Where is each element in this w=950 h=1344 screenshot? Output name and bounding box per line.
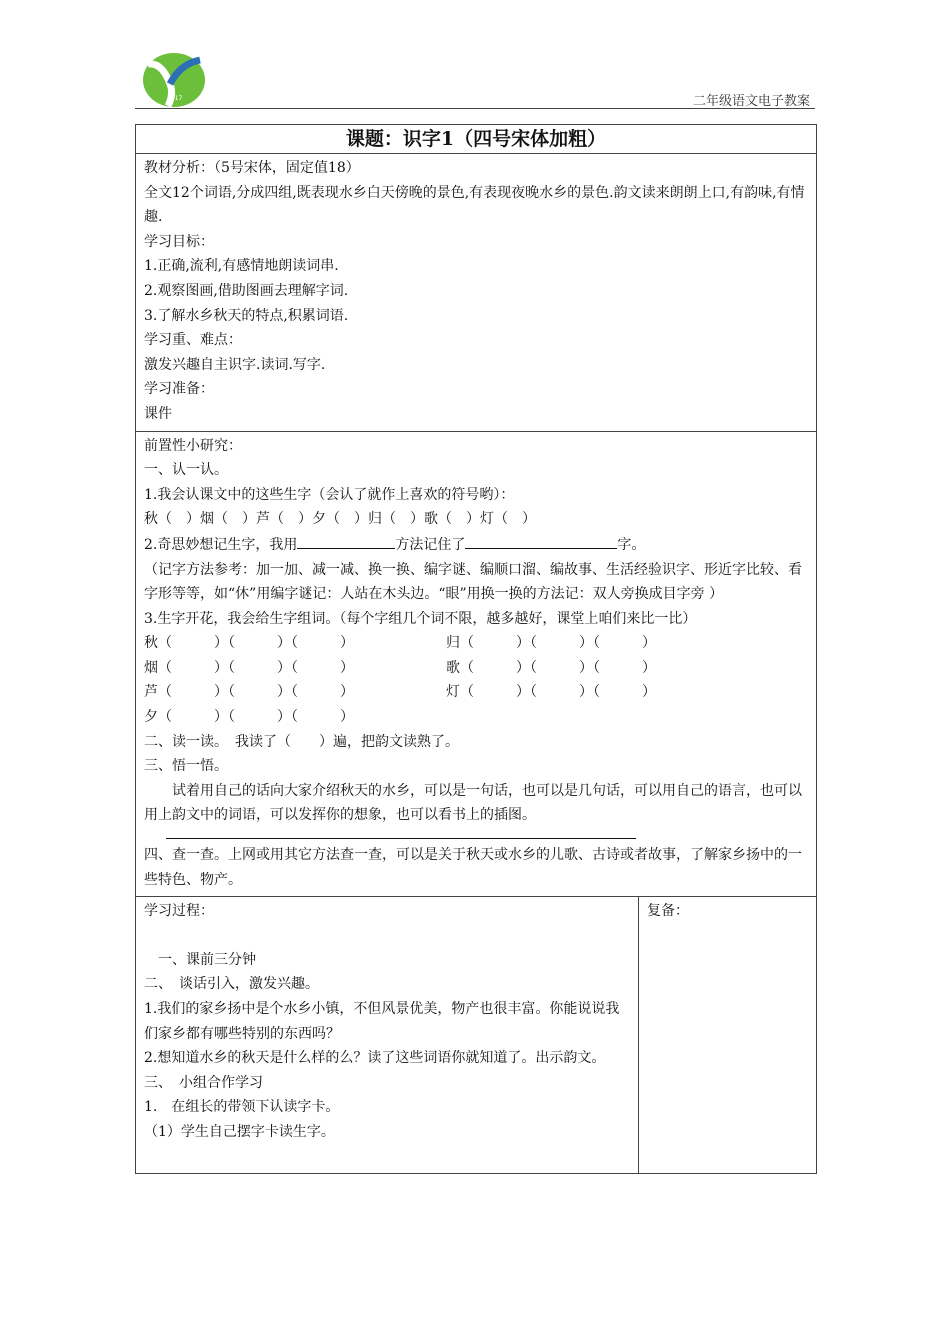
section-research: 四、查一查。上网或用其它方法查一查，可以是关于秋天或水乡的儿歌、古诗或者故事，了解家乡扬中的一些特色、物产。 <box>144 847 802 888</box>
word-row <box>144 656 808 681</box>
focus-heading: 学习重、难点： <box>144 332 242 349</box>
process-step: 1.我们的家乡扬中是个水乡小镇，不但风景优美，物产也很丰富。你能说说我们家乡都有哪些特别的东西吗？ <box>144 1001 620 1042</box>
header-divider <box>135 108 815 109</box>
question-1: 1.我会认课文中的这些生字（会认了就作上喜欢的符号哟）： <box>144 486 515 503</box>
lesson-info-cell <box>136 154 817 432</box>
answer-line[interactable] <box>166 838 636 839</box>
process-step: 三、 小组合作学习 <box>144 1074 263 1091</box>
word-row <box>144 680 808 705</box>
lesson-plan-table <box>135 124 817 1174</box>
lesson-title: 课题：识字1（四号宋体加粗） <box>136 125 817 154</box>
word-group-left: 夕（ ）（ ）（ ） <box>144 709 354 726</box>
prep-heading: 学习准备： <box>144 381 214 398</box>
section-recognize-title: 一、认一认。 <box>144 462 228 479</box>
word-group-left: 秋（ ）（ ）（ ） <box>144 635 354 652</box>
goals-heading: 学习目标： <box>144 233 214 250</box>
question-2-part-c: 字。 <box>617 536 646 553</box>
word-group-right: 灯（ ）（ ）（ ） <box>446 684 656 701</box>
process-step: 一、课前三分钟 <box>158 951 256 968</box>
process-cell <box>136 897 639 1174</box>
char-list: 秋（ ）烟（ ）芦（ ）夕（ ）归（ ）歌（ ）灯（ ） <box>144 511 536 528</box>
process-step: 2.想知道水乡的秋天是什么样的么？读了这些词语你就知道了。出示韵文。 <box>144 1050 606 1067</box>
process-step: （1）学生自己摆字卡读生字。 <box>144 1123 335 1140</box>
prep-text: 课件 <box>144 405 172 422</box>
memory-tip: （记字方法参考：加一加、减一减、换一换、编字谜、编顺口溜、编故事、生活经验识字、形近字比较、看字形等等，如“休”用编字谜记：人站在木头边。“眼”用换一换的方法记：双人旁换成目字旁 ） <box>144 561 802 603</box>
analysis-heading: 教材分析：（5号宋体，固定值18） <box>144 160 360 176</box>
section-understand-title: 三、悟一悟。 <box>144 758 228 775</box>
question-2-part-b: 方法记住了 <box>395 536 466 553</box>
method-blank[interactable] <box>297 532 395 549</box>
process-step: 1. 在组长的带领下认读字卡。 <box>144 1099 340 1116</box>
preview-heading: 前置性小研究： <box>144 437 242 454</box>
question-2 <box>144 532 808 558</box>
review-cell <box>639 897 817 1174</box>
review-heading: 复备： <box>647 903 689 920</box>
section-read: 二、读一读。 我读了（ ）遍，把韵文读熟了。 <box>144 733 459 750</box>
word-group-right: 归（ ）（ ）（ ） <box>446 635 656 652</box>
preview-cell <box>136 431 817 897</box>
goal-item: 1.正确,流利,有感情地朗读词串. <box>144 258 339 275</box>
word-group-left: 烟（ ）（ ）（ ） <box>144 659 354 676</box>
analysis-text: 全文12个词语,分成四组,既表现水乡白天傍晚的景色,有表现夜晚水乡的景色.韵文读来朗朗上口,有韵味,有情趣. <box>144 184 805 226</box>
chars-blank[interactable] <box>465 532 617 549</box>
word-row <box>144 705 808 730</box>
header-title: 二年级语文电子教案 <box>692 94 810 109</box>
process-heading: 学习过程： <box>144 903 214 920</box>
question-3: 3.生字开花，我会给生字组词。（每个字组几个词不限，越多越好，课堂上咱们来比一比） <box>144 610 697 627</box>
svg-text:1917: 1917 <box>167 95 183 102</box>
question-2-part-a: 2.奇思妙想记生字，我用 <box>144 536 298 553</box>
focus-text: 激发兴趣自主识字.读词.写字. <box>144 356 326 373</box>
goal-item: 2.观察图画,借助图画去理解字词. <box>144 282 349 299</box>
section-understand-text: 试着用自己的话向大家介绍秋天的水乡，可以是一句话，也可以是几句话，可以用自己的语言，也可以用上韵文中的词语，可以发挥你的想象，也可以看书上的插图。 <box>144 782 802 824</box>
word-group-right: 歌（ ）（ ）（ ） <box>446 659 656 676</box>
word-group-left: 芦（ ）（ ）（ ） <box>144 684 354 701</box>
word-row <box>144 631 808 656</box>
school-logo-icon <box>140 50 208 110</box>
goal-item: 3.了解水乡秋天的特点,积累词语. <box>144 307 349 324</box>
process-step: 二、 谈话引入，激发兴趣。 <box>144 976 319 993</box>
